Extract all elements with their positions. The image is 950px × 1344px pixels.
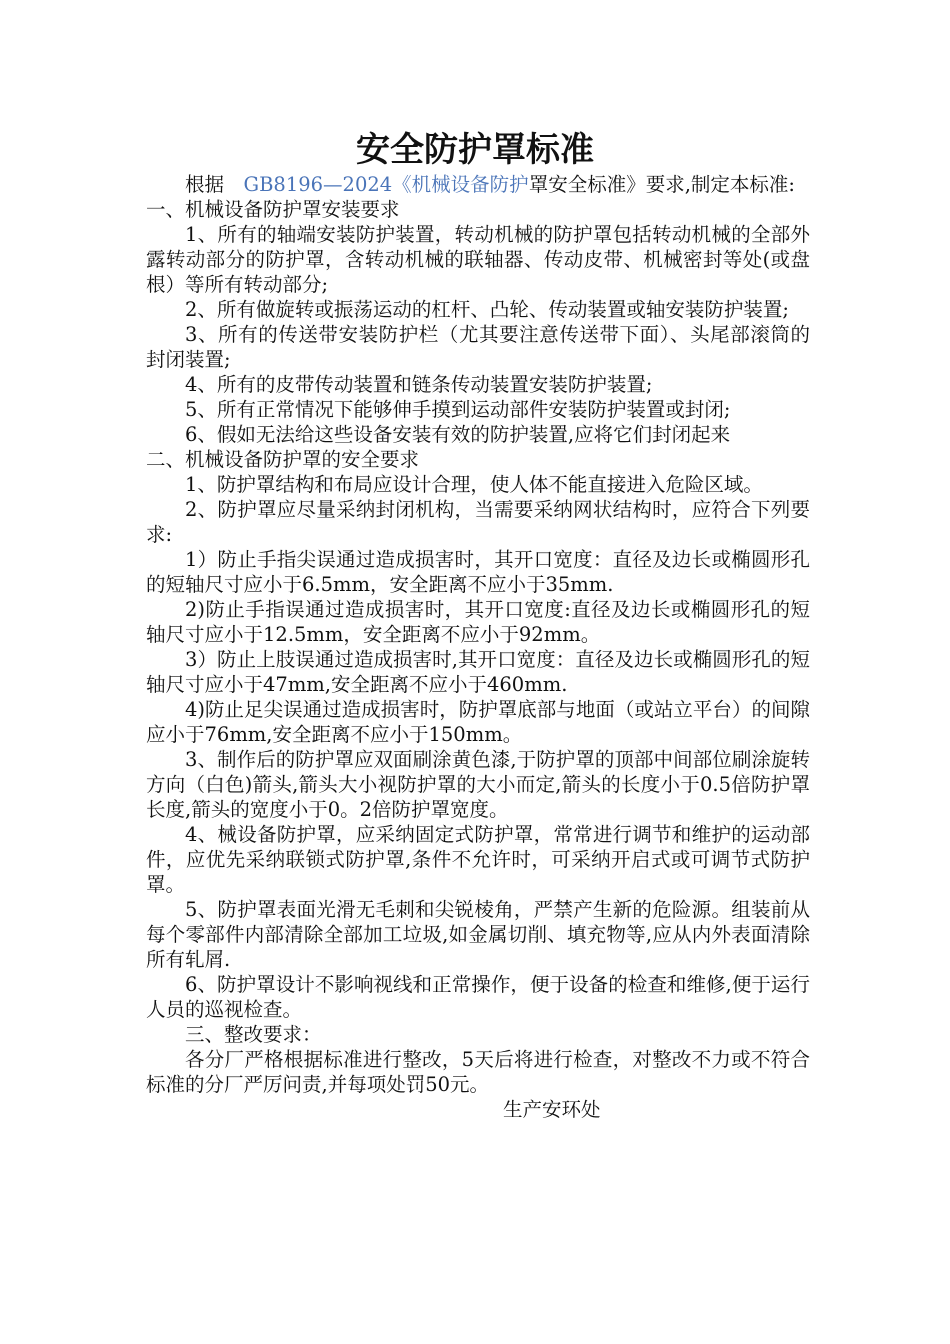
section-2-subitem: 2)防止手指误通过造成损害时，其开口宽度:直径及边长或椭圆形孔的短轴尺寸应小于12.5mm，安全距离不应小于92mm。 — [146, 598, 810, 646]
section-1-item: 4、所有的皮带传动装置和链条传动装置安装防护装置; — [185, 373, 653, 396]
intro-prefix: 根据 — [185, 173, 244, 196]
standard-reference-link[interactable]: GB8196—2024《机械设备防护 — [243, 173, 529, 196]
signature: 生产安环处 — [503, 1098, 601, 1121]
section-1-item: 3、所有的传送带安装防护栏（尤其要注意传送带下面）、头尾部滚筒的封闭装置; — [146, 323, 810, 371]
document-body — [146, 172, 810, 1122]
section-2-heading: 二、机械设备防护罩的安全要求 — [146, 448, 420, 471]
section-2-subitem: 1）防止手指尖误通过造成损害时，其开口宽度：直径及边长或椭圆形孔的短轴尺寸应小于6.5mm，安全距离不应小于35mm. — [146, 548, 810, 596]
section-3-heading: 三、整改要求： — [185, 1023, 322, 1046]
section-1-item: 6、假如无法给这些设备安装有效的防护装置,应将它们封闭起来 — [185, 423, 731, 446]
section-2-item: 2、防护罩应尽量采纳封闭机构，当需要采纳网状结构时，应符合下列要求: — [146, 498, 810, 546]
intro-suffix: 罩安全标准》要求,制定本标准: — [528, 173, 795, 196]
section-1-heading: 一、机械设备防护罩安装要求 — [146, 198, 400, 221]
section-2-item: 3、制作后的防护罩应双面刷涂黄色漆,于防护罩的顶部中间部位刷涂旋转方向（白色)箭头,箭头大小视防护罩的大小而定,箭头的长度小于0.5倍防护罩长度,箭头的宽度小于0。2倍防护罩宽度。 — [146, 748, 810, 821]
section-2-subitem: 3）防止上肢误通过造成损害时,其开口宽度：直径及边长或椭圆形孔的短轴尺寸应小于47mm,安全距离不应小于460mm. — [146, 648, 810, 696]
document-title: 安全防护罩标准 — [356, 130, 594, 170]
section-1-item: 5、所有正常情况下能够伸手摸到运动部件安装防护装置或封闭; — [185, 398, 731, 421]
section-2-item: 4、械设备防护罩，应采纳固定式防护罩，常常进行调节和维护的运动部件，应优先采纳联锁式防护罩,条件不允许时，可采纳开启式或可调节式防护罩。 — [146, 823, 810, 896]
section-2-subitem: 4)防止足尖误通过造成损害时，防护罩底部与地面（或站立平台）的间隙应小于76mm,安全距离不应小于150mm。 — [146, 698, 810, 746]
intro-paragraph — [146, 172, 810, 197]
section-2-item: 6、防护罩设计不影响视线和正常操作，便于设备的检查和维修,便于运行人员的巡视检查。 — [146, 973, 810, 1021]
section-2-item: 5、防护罩表面光滑无毛刺和尖锐棱角，严禁产生新的危险源。组装前从每个零部件内部清除全部加工垃圾,如金属切削、填充物等,应从内外表面清除所有轧屑. — [146, 898, 810, 971]
section-1-item: 2、所有做旋转或振荡运动的杠杆、凸轮、传动装置或轴安装防护装置; — [185, 298, 789, 321]
section-1-item: 1、所有的轴端安装防护装置，转动机械的防护罩包括转动机械的全部外露转动部分的防护罩，含转动机械的联轴器、传动皮带、机械密封等处(或盘根）等所有转动部分; — [146, 223, 810, 296]
section-3-text: 各分厂严格根据标准进行整改，5天后将进行检查，对整改不力或不符合标准的分厂严厉问责,并每项处罚50元。 — [146, 1048, 810, 1096]
section-2-item: 1、防护罩结构和布局应设计合理，使人体不能直接进入危险区域。 — [185, 473, 763, 496]
